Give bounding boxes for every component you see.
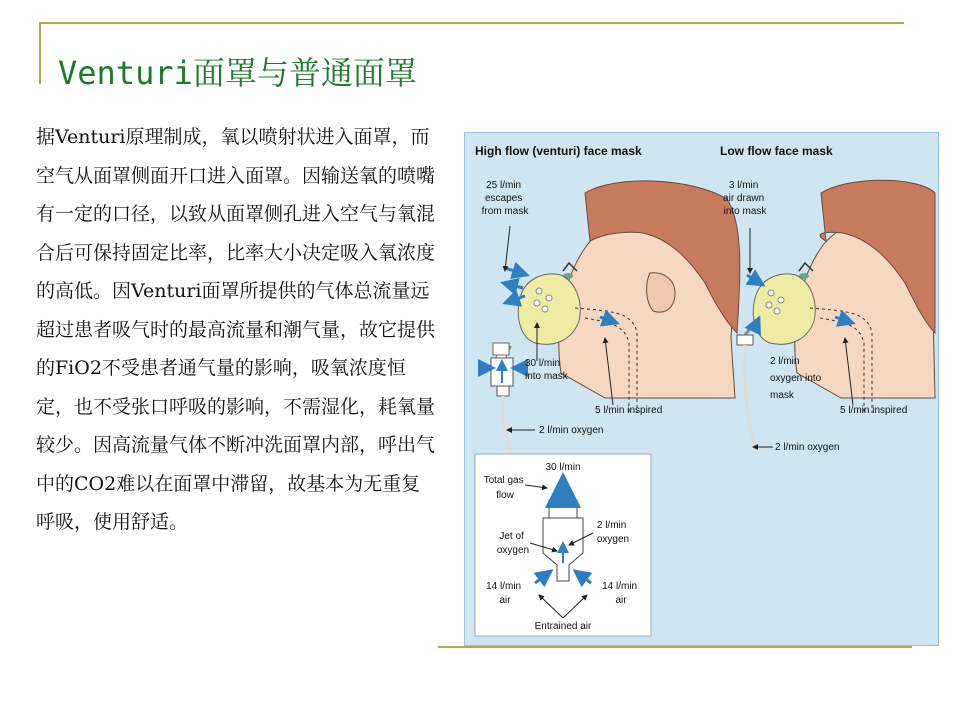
escape-arrow-1 <box>503 283 523 288</box>
left-head-illustration <box>559 181 740 398</box>
total-gas-label: Total gas flow <box>483 475 524 501</box>
mask-diagram <box>464 132 939 646</box>
oxygen-value: 2 l/min oxygen <box>596 520 630 545</box>
left-heading: High flow (venturi) face mask <box>475 144 642 158</box>
left-air-label: 14 l/min air <box>486 581 522 606</box>
mask-diagram-svg <box>465 133 940 647</box>
top-rule <box>40 22 904 24</box>
slide-title: Venturi面罩与普通面罩 <box>58 54 417 92</box>
right-heading: Low flow face mask <box>720 144 833 158</box>
into-mask-label: 30 l/min into mask <box>525 358 568 382</box>
entrained-air-label: Entrained air <box>534 621 592 632</box>
left-oxygen-label: 2 l/min oxygen <box>539 425 604 436</box>
body-paragraph: 据Venturi原理制成，氧以喷射状进入面罩，而空气从面罩侧面开口进入面罩。因输送氧的喷嘴有一定的口径，以致从面罩侧孔进入空气与氧混合后可保持固定比率，比率大小决定吸入氧浓度的高低。因Venturi面罩所提供的气体总流量远超过患者吸气时的最高流量和潮气量，故它提供的FiO2不受患者通气量的影响，吸氧浓度恒定，也不受张口呼吸的影响，不需湿化，耗氧量较少。因高流量气体不断冲洗面罩内部，呼出气中的CO2难以在面罩中滞留，故基本为无重复呼吸，使用舒适。 <box>36 126 436 533</box>
right-air-label: 14 l/min air <box>602 581 638 606</box>
right-inspired-label: 5 l/min inspired <box>840 405 908 416</box>
total-flow-value: 30 l/min <box>545 462 581 473</box>
air-drawn-arrow <box>747 275 763 285</box>
left-inspired-label: 5 l/min inspired <box>595 405 663 416</box>
left-rule <box>39 22 41 84</box>
escape-arrow-3 <box>505 268 527 275</box>
air-drawn-label: 3 l/min air drawn into mask <box>723 180 767 217</box>
jet-label: Jet of oxygen <box>496 531 530 556</box>
right-oxygen-label: 2 l/min oxygen <box>775 442 840 453</box>
oxygen-into-label: 2 l/min oxygen into mask <box>770 356 822 401</box>
escape-label: 25 l/min escapes from mask <box>481 180 529 217</box>
right-head-illustration <box>795 180 935 398</box>
escape-pointer <box>505 226 510 271</box>
